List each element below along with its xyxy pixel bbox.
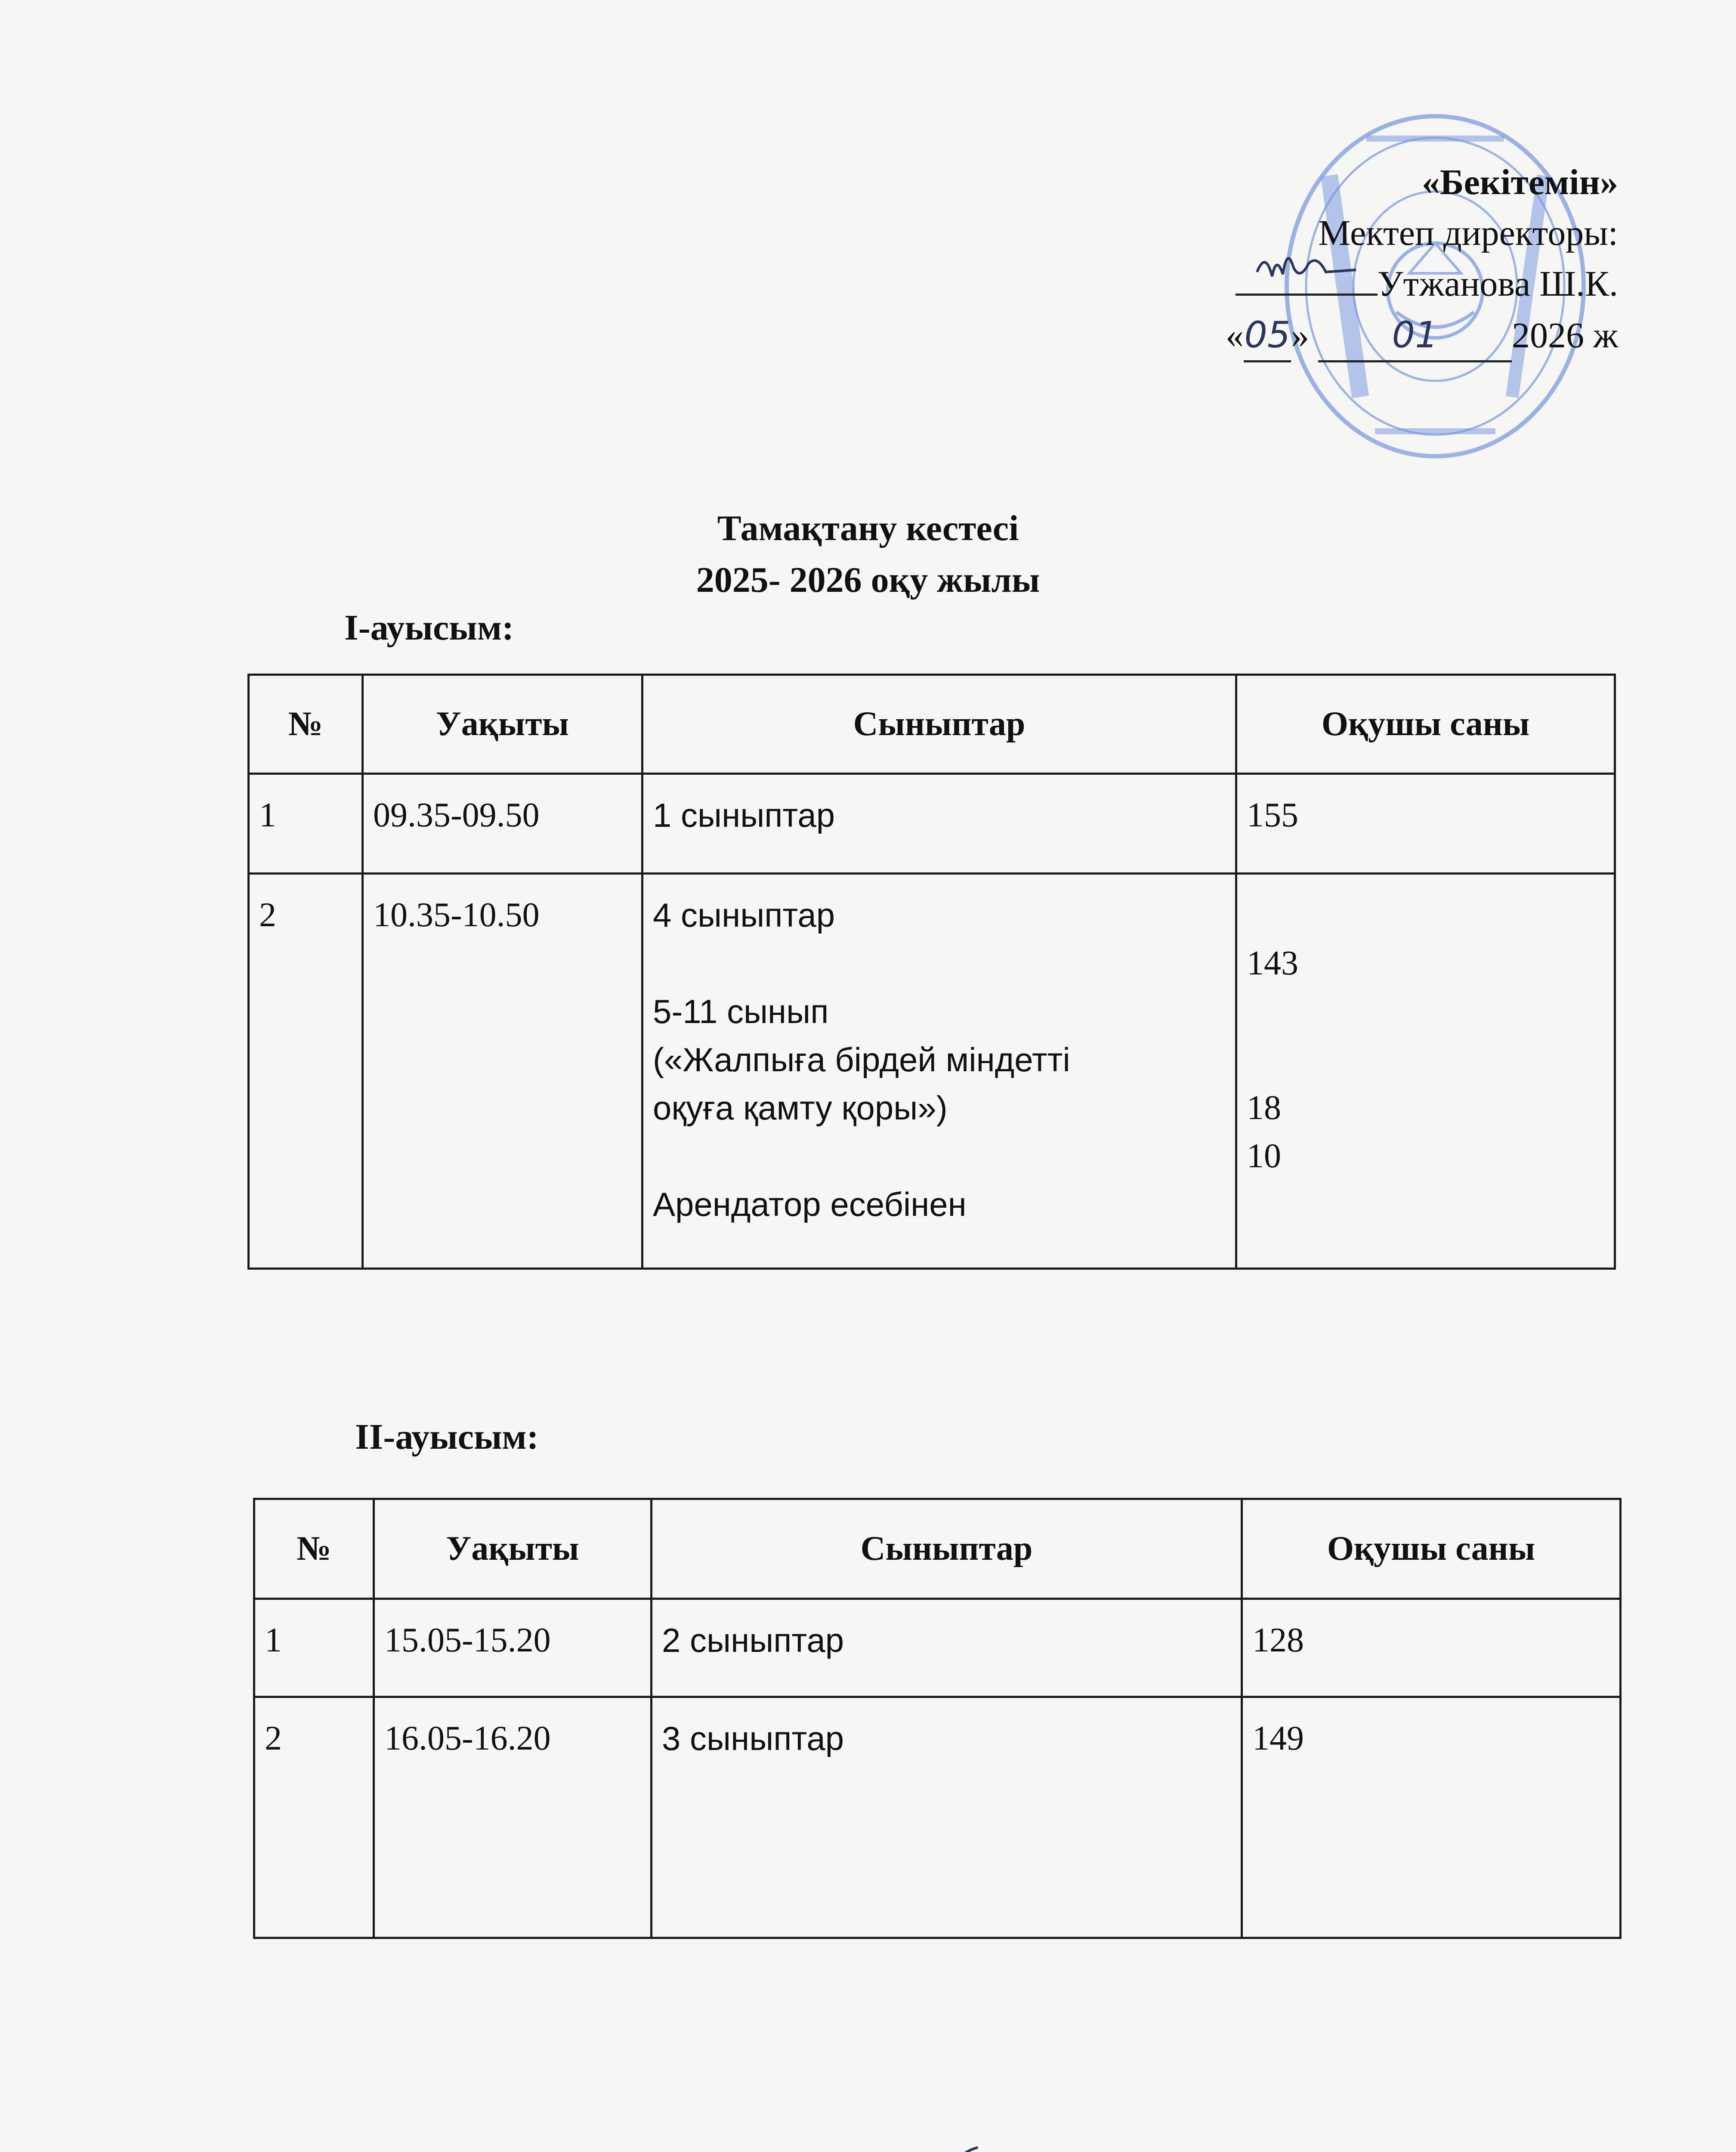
- count-line: 18: [1247, 1089, 1281, 1127]
- table-header-row: [249, 675, 1615, 774]
- header-classes: Сыныптар: [652, 1499, 1242, 1599]
- row-number: 2: [249, 874, 363, 1269]
- row-number: 2: [254, 1697, 374, 1938]
- table-row: [249, 774, 1615, 874]
- count-line: 10: [1247, 1137, 1281, 1175]
- row-time: 15.05-15.20: [374, 1599, 652, 1697]
- table-header-row: [254, 1499, 1621, 1599]
- shift2-label: ІІ-ауысым:: [355, 1417, 539, 1457]
- director-name: Утжанова Ш.К.: [1377, 264, 1618, 304]
- director-position: Мектеп директоры:: [1318, 213, 1618, 253]
- count-line: 143: [1247, 944, 1298, 982]
- row-count: 149: [1242, 1697, 1621, 1938]
- document-title: Тамақтану кестесі: [717, 508, 1019, 548]
- row-count: 128: [1242, 1599, 1621, 1697]
- class-line: Арендатор есебінен: [653, 1185, 967, 1223]
- row-classes: 1 сыныптар: [643, 774, 1236, 874]
- date-year: 2026 ж: [1511, 315, 1618, 356]
- row-classes: [643, 874, 1236, 1269]
- header-time: Уақыты: [363, 675, 643, 774]
- row-number: 1: [249, 774, 363, 874]
- class-line: 4 сыныптар: [653, 896, 835, 934]
- approval-title: «Бекітемін»: [1421, 162, 1618, 202]
- row-classes: 3 сыныптар: [652, 1697, 1242, 1938]
- header-student-count: Оқушы саны: [1236, 675, 1615, 774]
- header-classes: Сыныптар: [643, 675, 1236, 774]
- row-time: 09.35-09.50: [363, 774, 643, 874]
- table-row: [254, 1599, 1621, 1697]
- shift1-label: І-ауысым:: [344, 608, 514, 648]
- class-line: 5-11 сынып: [653, 993, 829, 1030]
- date-month: 01: [1318, 309, 1512, 362]
- class-line: оқуға қамту қоры»): [653, 1089, 948, 1127]
- header-number: №: [254, 1499, 374, 1599]
- header-student-count: Оқушы саны: [1242, 1499, 1621, 1599]
- row-count: [1236, 874, 1615, 1269]
- shift1-table: [247, 674, 1616, 1270]
- social-pedagogue-signature: [938, 2130, 1080, 2152]
- class-line: («Жалпыға бірдей міндетті: [653, 1041, 1070, 1079]
- shift2-table: [253, 1498, 1622, 1939]
- table-row: [249, 874, 1615, 1269]
- date-day: 05: [1244, 309, 1291, 362]
- director-signature-line: [1162, 259, 1618, 309]
- row-count: 155: [1236, 774, 1615, 874]
- row-time: 10.35-10.50: [363, 874, 643, 1269]
- header-time: Уақыты: [374, 1499, 652, 1599]
- director-signature: [1236, 259, 1378, 296]
- row-time: 16.05-16.20: [374, 1697, 652, 1938]
- document-subtitle: 2025- 2026 оқу жылы: [696, 560, 1040, 600]
- document-title-block: [0, 503, 1736, 606]
- approval-date: «05» 01 2026 ж: [1162, 309, 1618, 362]
- approval-block: [1162, 157, 1618, 362]
- row-classes: 2 сыныптар: [652, 1599, 1242, 1697]
- row-number: 1: [254, 1599, 374, 1697]
- table-row: [254, 1697, 1621, 1938]
- header-number: №: [249, 675, 363, 774]
